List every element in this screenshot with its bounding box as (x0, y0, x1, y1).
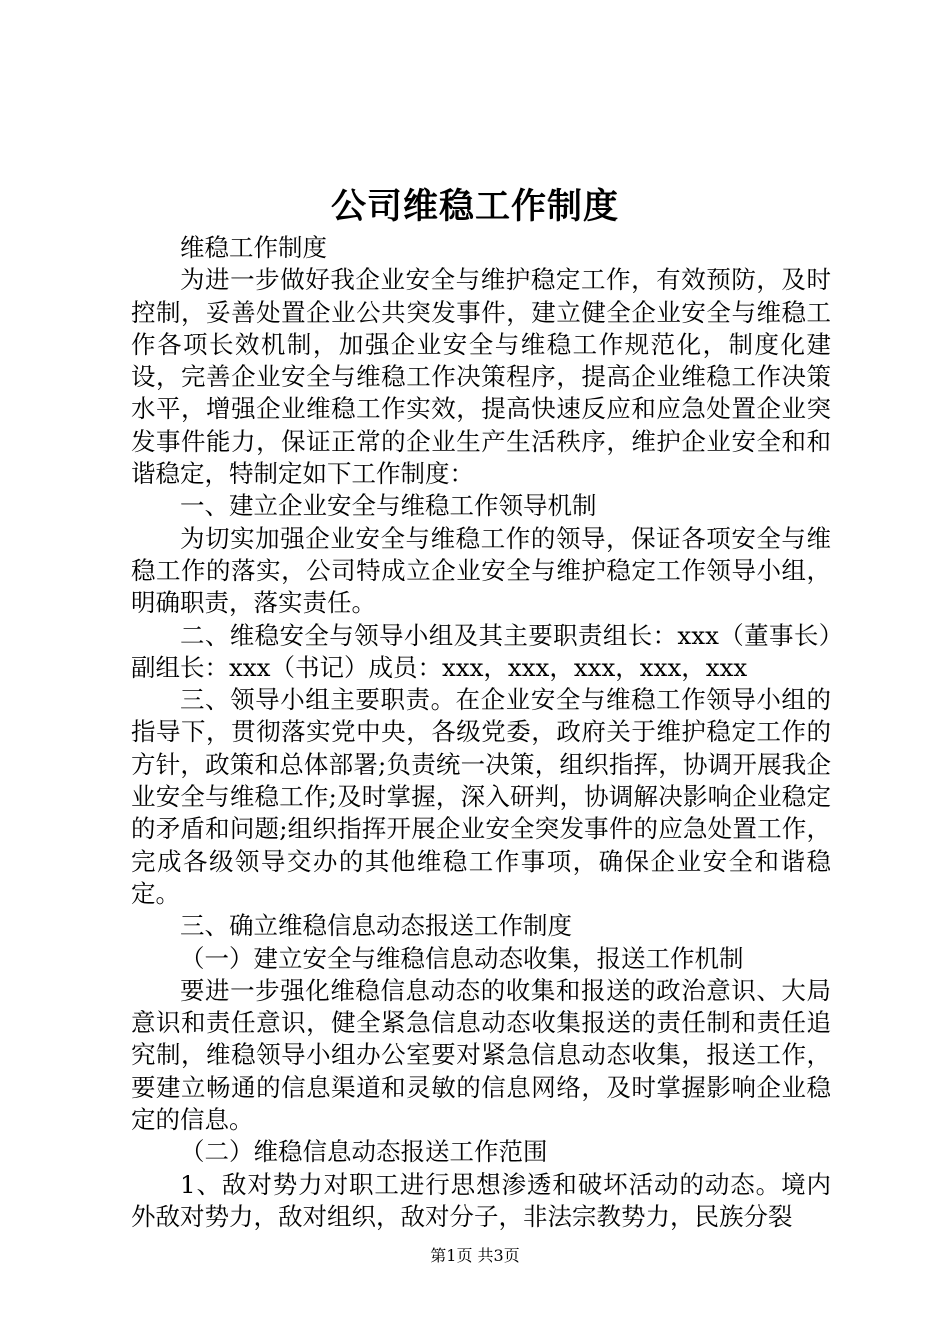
subsection-heading-1: （一）建立安全与维稳信息动态收集，报送工作机制 (180, 943, 744, 973)
paragraph-subsection-1: 要进一步强化维稳信息动态的收集和报送的政治意识、大局意识和责任意识，健全紧急信息动态收集报送的责任制和责任追究制，维稳领导小组办公室要对紧急信息动态收集，报送工作，要建立畅通的信息渠道和灵敏的信息网络，及时掌握影响企业稳定的信息。 (131, 975, 831, 1135)
document-body (131, 232, 831, 1233)
section-heading-3b: 三、确立维稳信息动态报送工作制度 (180, 911, 572, 941)
paragraph-section-1: 为切实加强企业安全与维稳工作的领导，保证各项安全与维稳工作的落实，公司特成立企业安全与维护稳定工作领导小组，明确职责，落实责任。 (131, 523, 831, 618)
page-number: 第1页 共3页 (430, 1246, 520, 1265)
paragraph-item-1: 1、敌对势力对职工进行思想渗透和破坏活动的动态。境内外敌对势力，敌对组织，敌对分子，非法宗教势力，民族分裂 (131, 1169, 831, 1231)
subsection-heading-2: （二）维稳信息动态报送工作范围 (180, 1137, 548, 1167)
section-heading-1: 一、建立企业安全与维稳工作领导机制 (180, 491, 597, 521)
document-title: 公司维稳工作制度 (330, 186, 619, 227)
paragraph-heading: 维稳工作制度 (180, 233, 327, 262)
paragraph-intro: 为进一步做好我企业安全与维护稳定工作，有效预防，及时控制，妥善处置企业公共突发事件，建立健全企业安全与维稳工作各项长效机制，加强企业安全与维稳工作规范化，制度化建设，完善企业安全与维稳工作决策程序，提高企业维稳工作决策水平，增强企业维稳工作实效，提高快速反应和应急处置企业突发事件能力，保证正常的企业生产生活秩序，维护企业安全和和谐稳定，特制定如下工作制度： (131, 265, 831, 489)
paragraph-section-3: 三、领导小组主要职责。在企业安全与维稳工作领导小组的指导下，贯彻落实党中央，各级党委，政府关于维护稳定工作的方针，政策和总体部署;负责统一决策，组织指挥，协调开展我企业安全与维稳工作;及时掌握，深入研判，协调解决影响企业稳定的矛盾和问题;组织指挥开展企业安全突发事件的应急处置工作，完成各级领导交办的其他维稳工作事项，确保企业安全和谐稳定。 (131, 685, 831, 908)
paragraph-section-2: 二、维稳安全与领导小组及其主要职责组长：xxx（董事长）副组长：xxx（书记）成员：xxx，xxx，xxx，xxx，xxx (131, 620, 831, 682)
